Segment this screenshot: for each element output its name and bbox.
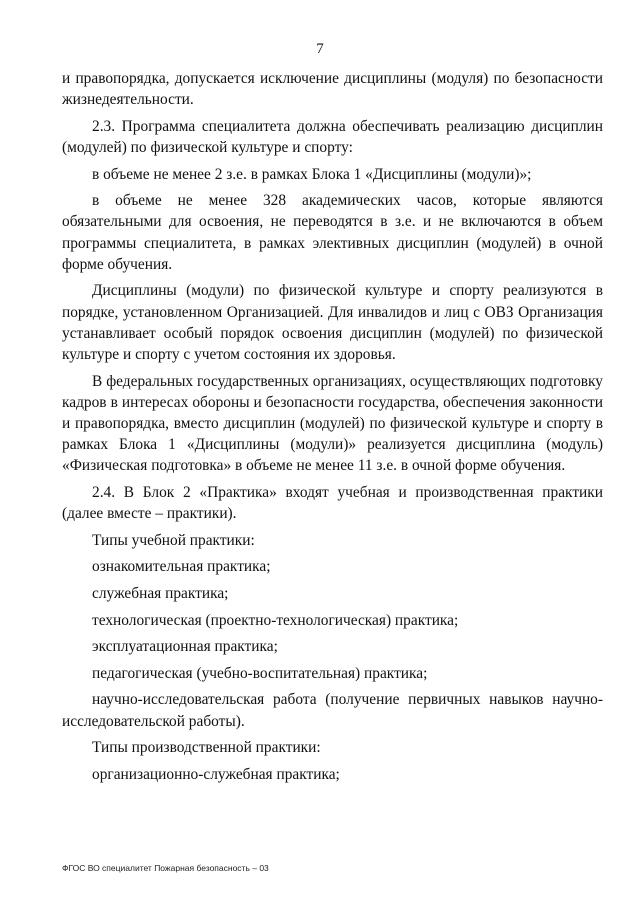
list-item: ознакомительная практика; [92, 558, 271, 576]
page-footer: ФГОС ВО специалитет Пожарная безопасность – 03 [62, 863, 269, 873]
paragraph-volume-ze: в объеме не менее 2 з.е. в рамках Блока 1 «Дисциплины (модули)»; [92, 165, 532, 183]
page-number: 7 [316, 41, 324, 57]
list-item: научно-исследовательская работа (получение первичных навыков научно-исследовательской работы). [62, 691, 603, 730]
list-item: эксплуатационная практика; [92, 638, 278, 656]
list-item: организационно-служебная практика; [92, 765, 340, 783]
list-item: технологическая (проектно-технологическая) практика; [92, 611, 459, 629]
paragraph-federal-organizations: В федеральных государственных организациях, осуществляющих подготовку кадров в интересах обороны и безопасности государства, обеспечения законности и правопорядка, вместо дисциплин (модулей) по физической культуре и спорту в рамках Блока 1 «Дисциплины (модули)» реализуется дисциплина (модуль) «Физическая подготовка» в объеме не менее 11 з.е. в очной форме обучения. [62, 372, 603, 475]
paragraph-continuation: и правопорядка, допускается исключение дисциплины (модуля) по безопасности жизнедеятельности. [62, 70, 603, 109]
list-item: служебная практика; [92, 584, 229, 602]
paragraph-2-4: 2.4. В Блок 2 «Практика» входят учебная и производственная практики (далее вместе – практики). [62, 484, 603, 523]
list-heading-production-practice: Типы производственной практики: [92, 739, 321, 757]
paragraph-2-3: 2.3. Программа специалитета должна обеспечивать реализацию дисциплин (модулей) по физической культуре и спорту: [62, 117, 603, 156]
list-heading-educational-practice: Типы учебной практики: [92, 531, 255, 549]
list-item: педагогическая (учебно-воспитательная) практика; [92, 664, 428, 682]
paragraph-volume-hours: в объеме не менее 328 академических часов, которые являются обязательными для освоения, не переводятся в з.е. и не включаются в объем программы специалитета, в рамках элективных дисциплин (модулей) в очной форме обучения. [62, 192, 603, 273]
paragraph-pe-implementation: Дисциплины (модули) по физической культуре и спорту реализуются в порядке, установленном Организацией. Для инвалидов и лиц с ОВЗ Организация устанавливает особый порядок освоения дисциплин (модулей) по физической культуре и спорту с учетом состояния их здоровья. [62, 282, 603, 363]
document-body [62, 68, 603, 790]
